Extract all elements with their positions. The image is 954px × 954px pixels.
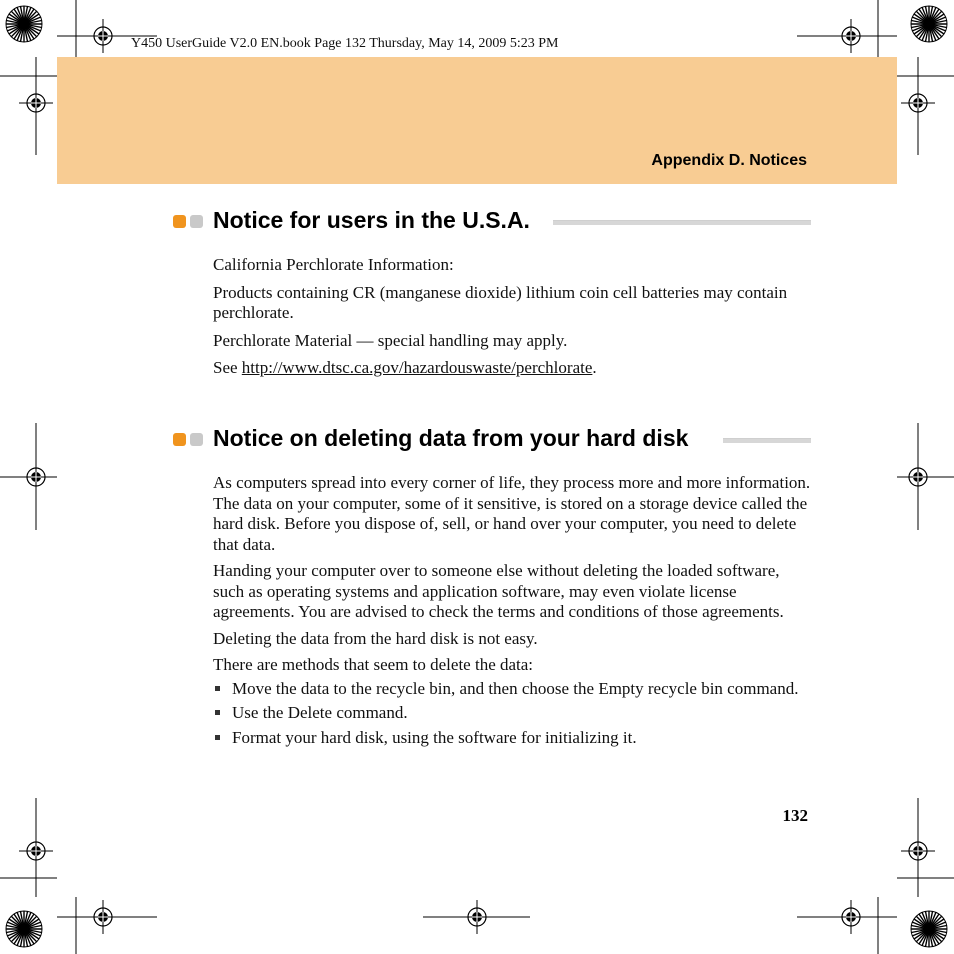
- list-item: Use the Delete command.: [213, 703, 813, 724]
- paragraph: Handing your computer over to someone else without deleting the loaded software, such as operating systems and application software, may even violate license agreements. You are advised to check the terms and conditions of those agreements.: [213, 561, 784, 621]
- starburst-mark: [911, 911, 947, 947]
- paragraph: Perchlorate Material — special handling may apply.: [213, 330, 568, 350]
- starburst-mark: [911, 6, 947, 42]
- paragraph: California Perchlorate Information:: [213, 255, 454, 274]
- paragraph: Deleting the data from the hard disk is not easy.: [213, 628, 538, 648]
- square-bullet-icon: [215, 735, 220, 740]
- registration-mark: [834, 19, 868, 53]
- registration-mark: [19, 86, 53, 120]
- registration-mark: [86, 900, 120, 934]
- section-heading-hard-disk: [173, 425, 811, 455]
- square-bullet-icon: [215, 710, 220, 715]
- running-head: Appendix D. Notices: [651, 152, 807, 169]
- registration-mark: [901, 460, 935, 494]
- section-heading-usa: [173, 207, 811, 237]
- paragraph: Products containing CR (manganese dioxide) lithium coin cell batteries may contain perchlorate.: [213, 282, 788, 322]
- heading-rule: [723, 438, 811, 443]
- heading-bullet-icon: [173, 433, 207, 447]
- paragraph: As computers spread into every corner of life, they process more and more information. The data on your computer, some of it sensitive, is stored on a storage device called the hard disk. Before you dispose of, sell, or hand over your computer, you need to delete that data.: [213, 473, 811, 554]
- registration-mark: [19, 460, 53, 494]
- paragraph: There are methods that seem to delete the data:: [213, 655, 534, 674]
- section-body-usa: [213, 255, 813, 379]
- paragraph: [213, 358, 813, 379]
- registration-mark: [834, 900, 868, 934]
- perchlorate-link[interactable]: http://www.dtsc.ca.gov/hazardouswaste/perchlorate: [241, 358, 593, 377]
- heading-rule: [553, 220, 811, 225]
- starburst-mark: [6, 6, 42, 42]
- text: .: [592, 358, 597, 377]
- page-number: 132: [782, 806, 808, 825]
- registration-mark: [460, 900, 494, 934]
- square-bullet-icon: [215, 686, 220, 691]
- book-slug: Y450 UserGuide V2.0 EN.book Page 132 Thursday, May 14, 2009 5:23 PM: [131, 36, 559, 51]
- heading-bullet-icon: [173, 215, 207, 229]
- registration-mark: [86, 19, 120, 53]
- registration-mark: [901, 86, 935, 120]
- text: See: [213, 358, 242, 377]
- list-item: Format your hard disk, using the software for initializing it.: [213, 728, 813, 749]
- section-body-hard-disk: [213, 473, 813, 748]
- section-title: Notice for users in the U.S.A.: [213, 207, 536, 234]
- starburst-mark: [6, 911, 42, 947]
- registration-mark: [901, 834, 935, 868]
- section-title: Notice on deleting data from your hard disk: [213, 425, 694, 452]
- registration-mark: [19, 834, 53, 868]
- list-item: Move the data to the recycle bin, and then choose the Empty recycle bin command.: [213, 679, 813, 700]
